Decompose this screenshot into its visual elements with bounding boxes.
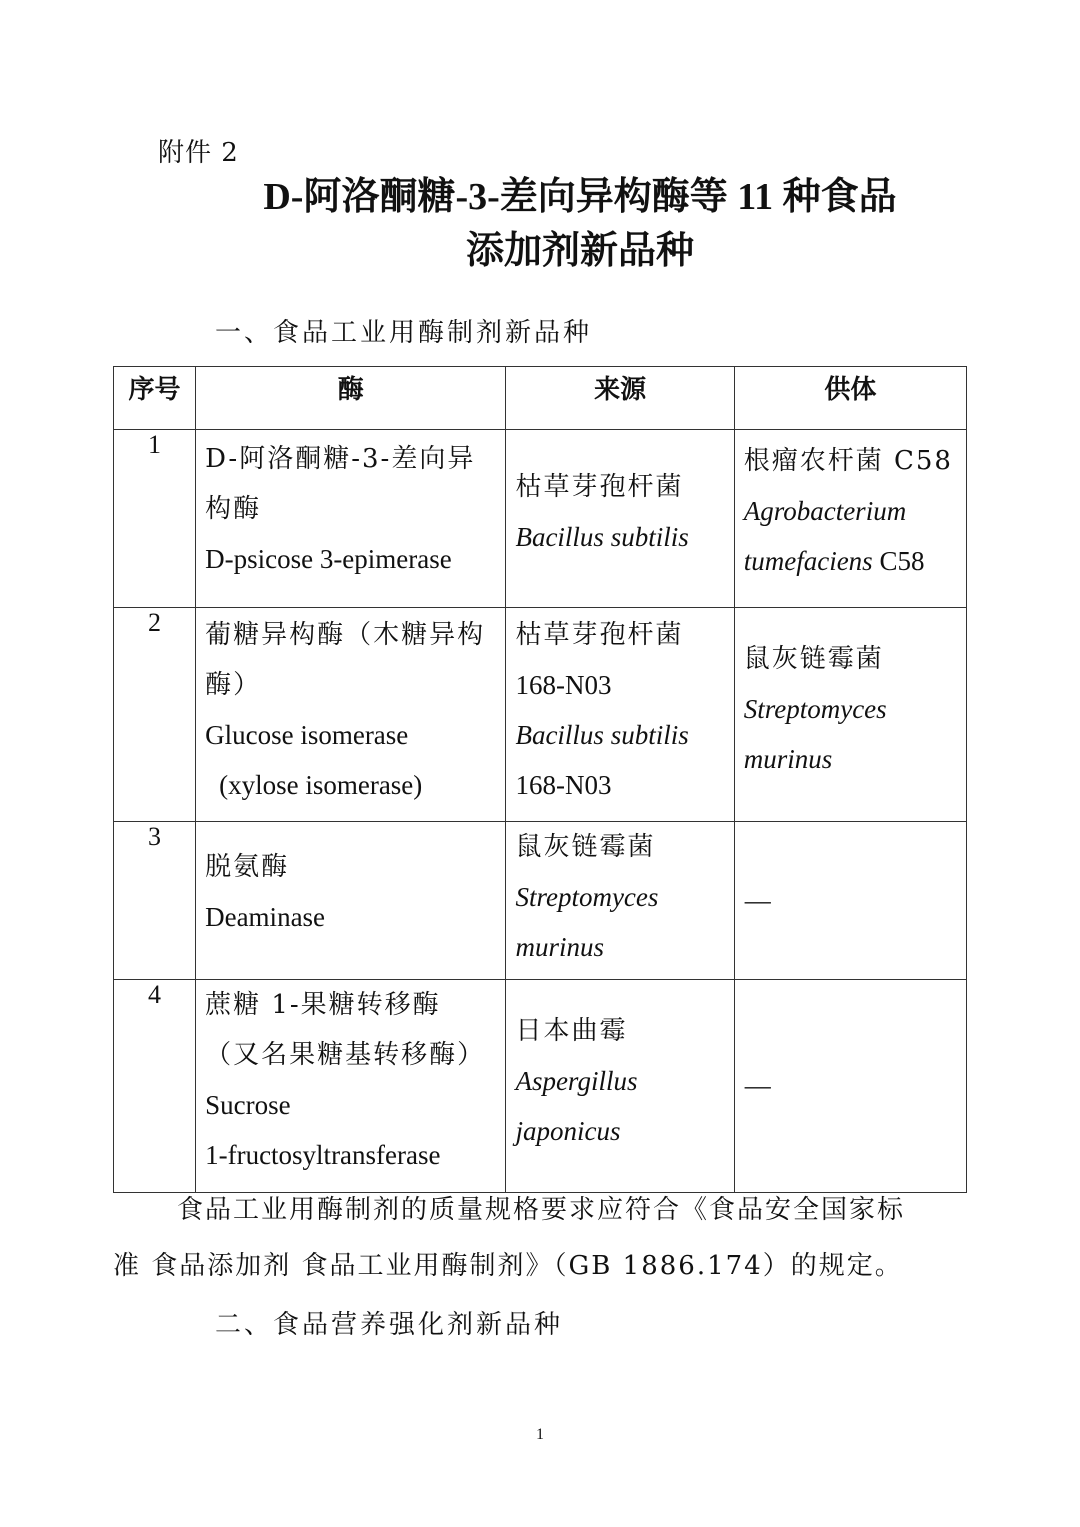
table-row bbox=[114, 980, 967, 1193]
enzyme-cn: 蔗糖 1-果糖转移酶 bbox=[205, 990, 441, 1020]
title-line-2: 添加剂新品种 bbox=[465, 230, 694, 272]
donor-strain: C58 bbox=[879, 546, 925, 576]
title-line-1: D-阿洛酮糖-3-差向异构酶等 11 种食品 bbox=[263, 176, 897, 218]
donor-dash: — bbox=[744, 885, 771, 915]
header-enzyme: 酶 bbox=[196, 367, 506, 430]
donor-latin: Streptomyces bbox=[743, 694, 887, 724]
source-strain: 168-N03 bbox=[515, 770, 612, 800]
donor-latin-line bbox=[744, 536, 958, 586]
enzyme-en: (xylose isomerase) bbox=[219, 770, 423, 800]
table-header-row bbox=[114, 367, 967, 430]
donor-cell bbox=[734, 822, 966, 980]
enzyme-cn: D-阿洛酮糖-3-差向异 bbox=[205, 444, 476, 474]
enzyme-cn: 酶） bbox=[205, 670, 262, 700]
enzyme-cell bbox=[196, 822, 506, 980]
row-number: 4 bbox=[114, 980, 196, 1193]
paragraph-line-2: 准 食品添加剂 食品工业用酶制剂》（GB 1886.174）的规定。 bbox=[113, 1251, 903, 1281]
donor-latin: murinus bbox=[743, 744, 833, 774]
source-latin: japonicus bbox=[515, 1116, 621, 1146]
source-cell bbox=[506, 608, 734, 822]
enzyme-en: 1-fructosyltransferase bbox=[205, 1140, 441, 1170]
enzyme-en: D-psicose 3-epimerase bbox=[205, 544, 452, 574]
source-cell bbox=[506, 822, 734, 980]
enzyme-cell bbox=[196, 430, 506, 608]
section-1-heading: 一、食品工业用酶制剂新品种 bbox=[215, 318, 593, 348]
enzyme-cn: （又名果糖基转移酶） bbox=[205, 1040, 486, 1070]
enzyme-en: Sucrose bbox=[205, 1090, 291, 1120]
source-cell bbox=[506, 430, 734, 608]
source-cn: 枯草芽孢杆菌 bbox=[515, 472, 684, 502]
donor-cn: 根瘤农杆菌 C58 bbox=[743, 446, 953, 476]
attachment-label: 附件 2 bbox=[158, 138, 239, 168]
donor-cell bbox=[734, 430, 966, 608]
table-row bbox=[114, 430, 967, 608]
donor-species: tumefaciens bbox=[743, 546, 873, 576]
source-latin: Aspergillus bbox=[515, 1066, 638, 1096]
source-latin: Bacillus subtilis bbox=[515, 720, 689, 750]
donor-cell bbox=[734, 980, 966, 1193]
row-number: 1 bbox=[114, 430, 196, 608]
donor-dash: — bbox=[744, 1071, 771, 1100]
enzyme-cell bbox=[196, 608, 506, 822]
standard-paragraph bbox=[113, 1182, 973, 1294]
table-row bbox=[114, 608, 967, 822]
header-no: 序号 bbox=[114, 367, 196, 430]
source-latin: Streptomyces bbox=[515, 882, 659, 912]
header-donor: 供体 bbox=[734, 367, 966, 430]
source-cell bbox=[506, 980, 734, 1193]
source-cn: 枯草芽孢杆菌 bbox=[515, 620, 684, 650]
enzyme-cn: 葡糖异构酶（木糖异构 bbox=[205, 620, 486, 650]
donor-latin: Agrobacterium bbox=[743, 496, 907, 526]
paragraph-line-1: 食品工业用酶制剂的质量规格要求应符合《食品安全国家标 bbox=[177, 1195, 906, 1225]
enzyme-cn: 构酶 bbox=[205, 494, 262, 524]
donor-cn: 鼠灰链霉菌 bbox=[743, 644, 884, 674]
row-number: 2 bbox=[114, 608, 196, 822]
enzyme-en: Deaminase bbox=[205, 902, 326, 932]
source-strain: 168-N03 bbox=[515, 670, 612, 700]
enzyme-en: Glucose isomerase bbox=[205, 720, 409, 750]
source-latin: murinus bbox=[515, 932, 604, 962]
enzyme-cn: 脱氨酶 bbox=[205, 852, 290, 882]
row-number: 3 bbox=[114, 822, 196, 980]
document-title bbox=[0, 170, 1080, 278]
table-row bbox=[114, 822, 967, 980]
source-cn: 日本曲霉 bbox=[515, 1016, 628, 1046]
donor-cell bbox=[734, 608, 966, 822]
source-latin: Bacillus subtilis bbox=[515, 522, 689, 552]
enzyme-table bbox=[113, 366, 967, 1193]
section-2-heading: 二、食品营养强化剂新品种 bbox=[215, 1310, 564, 1340]
header-source: 来源 bbox=[506, 367, 734, 430]
enzyme-cell bbox=[196, 980, 506, 1193]
page-number: 1 bbox=[536, 1426, 544, 1443]
source-cn: 鼠灰链霉菌 bbox=[515, 832, 656, 862]
